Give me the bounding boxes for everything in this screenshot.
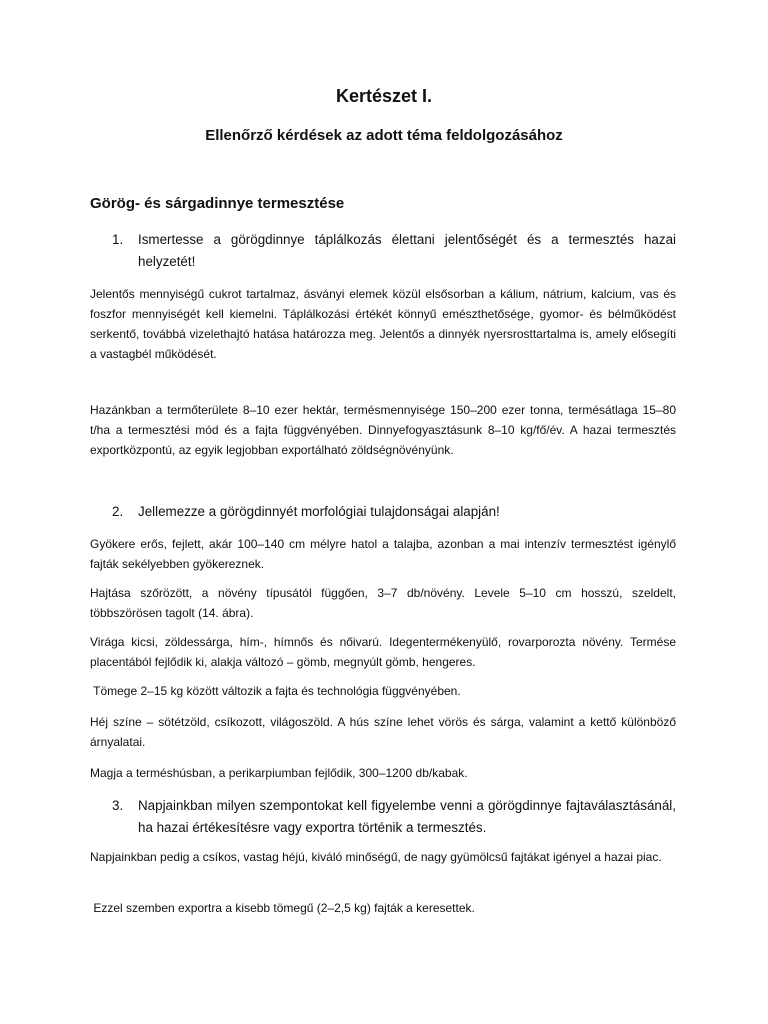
section-heading: Görög- és sárgadinnye termesztése bbox=[90, 195, 345, 212]
answer-2-paragraph-1: Gyökere erős, fejlett, akár 100–140 cm mélyre hatol a talajba, azonban a mai intenzív termesztést igénylő fajták sekélyebben gyökereznek. bbox=[90, 537, 676, 571]
question-3 bbox=[90, 795, 676, 839]
answer-1-paragraph-1: Jelentős mennyiségű cukrot tartalmaz, ásványi elemek közül elsősorban a kálium, nátrium, kalcium, vas és foszfor mennyiségét kell kiemelni. Táplálkozási értékét könnyű emészthetősége, gyomor- és bélműködést serkentő, továbbá vizelethajtó hatása határozza meg. Jelentős a dinnyék nyersrosttartalma is, amely elősegíti a vastagbél működését. bbox=[90, 287, 676, 361]
answer-2-paragraph-6: Magja a terméshúsban, a perikarpiumban fejlődik, 300–1200 db/kabak. bbox=[90, 766, 468, 780]
answer-2-paragraph-5: Héj színe – sötétzöld, csíkozott, világoszöld. A hús színe lehet vörös és sárga, valamint a kettő különböző árnyalatai. bbox=[90, 715, 676, 749]
document-title: Kertészet I. bbox=[335, 86, 433, 106]
question-text: Jellemezze a görögdinnyét morfológiai tulajdonságai alapján! bbox=[138, 504, 500, 519]
question-1 bbox=[90, 229, 676, 273]
answer-3-paragraph-1: Napjainkban pedig a csíkos, vastag héjú, kiváló minőségű, de nagy gyümölcsű fajtákat igényel a hazai piac. bbox=[90, 850, 662, 864]
answer-2-paragraph-3: Virága kicsi, zöldessárga, hím-, hímnős és nőivarú. Idegentermékenyülő, rovarporozta növény. Termése placentából fejlődik ki, alakja változó – gömb, megnyúlt gömb, hengeres. bbox=[90, 635, 676, 669]
answer-1-paragraph-2: Hazánkban a termőterülete 8–10 ezer hektár, termésmennyisége 150–200 ezer tonna, termésátlaga 15–80 t/ha a termesztési mód és a fajta függvényében. Dinnyefogyasztásunk 8–10 kg/fő/év. A hazai termesztés exportközpontú, az egyik legjobban exportálható zöldségnövényünk. bbox=[90, 403, 676, 457]
question-2 bbox=[90, 501, 676, 523]
question-text: Napjainkban milyen szempontokat kell figyelembe venni a görögdinnye fajtaválasztásánál, ha hazai értékesítésre vagy exportra történik a termesztés. bbox=[138, 798, 676, 835]
question-text: Ismertesse a görögdinnye táplálkozás élettani jelentőségét és a termesztés hazai helyzetét! bbox=[138, 232, 676, 269]
question-number: 1. bbox=[112, 232, 124, 247]
question-number: 3. bbox=[112, 798, 124, 813]
document-subtitle: Ellenőrző kérdések az adott téma feldolgozásához bbox=[205, 127, 563, 144]
answer-2-paragraph-4: Tömege 2–15 kg között változik a fajta és technológia függvényében. bbox=[90, 684, 461, 698]
question-number: 2. bbox=[112, 504, 124, 519]
answer-3-paragraph-2: Ezzel szemben exportra a kisebb tömegű (2–2,5 kg) fajták a keresettek. bbox=[90, 901, 475, 915]
answer-2-paragraph-2: Hajtása szőrözött, a növény típusától függően, 3–7 db/növény. Levele 5–10 cm hosszú, szeldelt, többszörösen tagolt (14. ábra). bbox=[90, 586, 676, 620]
